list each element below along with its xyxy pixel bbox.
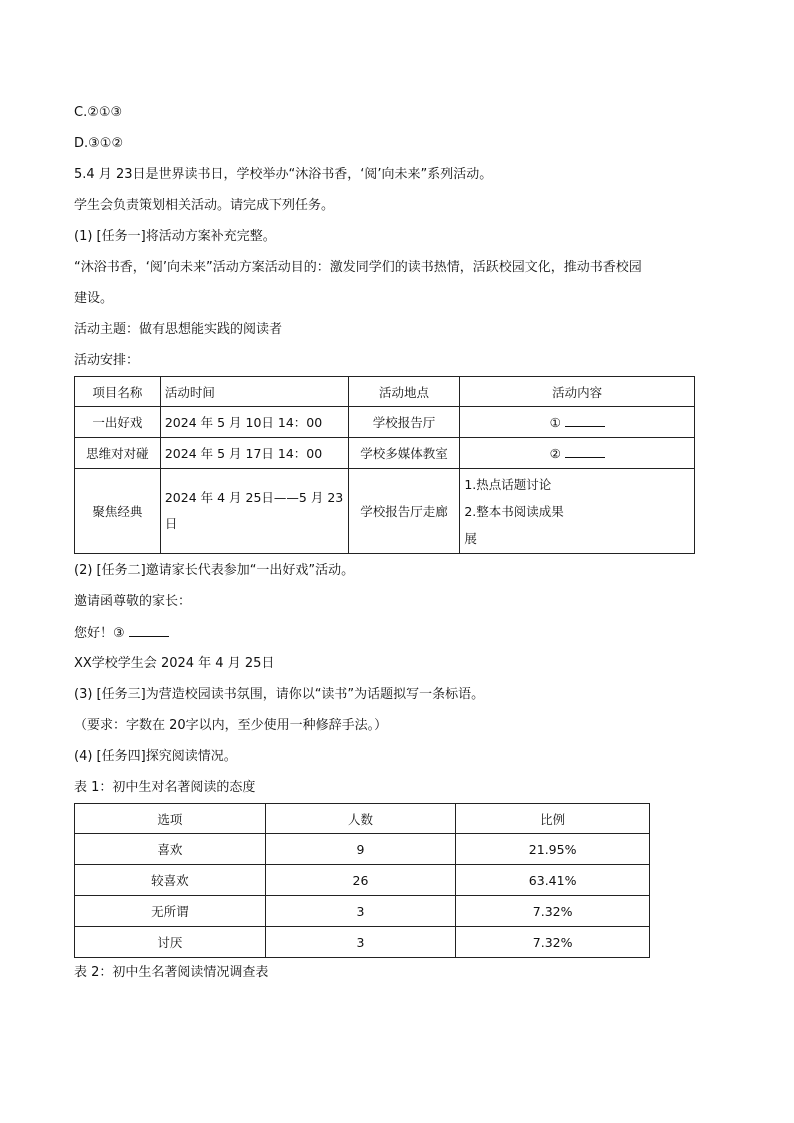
table-row (75, 407, 695, 438)
table-row (75, 438, 695, 469)
table-cell: 学校报告厅 (348, 407, 460, 438)
header-cell: 项目名称 (75, 377, 161, 407)
greeting-line (74, 624, 169, 643)
task-3: (3) [任务三]为营造校园读书氛围，请你以“读书”为话题拟写一条标语。 (74, 687, 485, 702)
requirement-line: （要求：字数在 20字以内，至少使用一种修辞手法。） (74, 718, 388, 733)
table-cell: 63.41% (456, 865, 650, 896)
table-row (75, 469, 695, 554)
table-cell (460, 407, 695, 438)
table-cell: 26 (265, 865, 456, 896)
table-cell: 21.95% (456, 834, 650, 865)
blank-marker: ① (549, 415, 561, 430)
table-cell: 思维对对碰 (75, 438, 161, 469)
table-cell: 喜欢 (75, 834, 266, 865)
purpose-line-2: 建设。 (74, 291, 114, 306)
table-row (75, 896, 650, 927)
table-cell: 一出好戏 (75, 407, 161, 438)
table-cell: 无所谓 (75, 896, 266, 927)
content-line-1: 1.热点话题讨论 (464, 476, 552, 492)
table-cell: 讨厌 (75, 927, 266, 958)
attitude-table (74, 803, 650, 958)
option-d: D.③①② (74, 136, 124, 151)
header-cell: 比例 (456, 804, 650, 834)
table-cell: 2024 年 5 月 10日 14：00 (160, 407, 348, 438)
table-cell: 较喜欢 (75, 865, 266, 896)
table-cell (460, 469, 695, 554)
option-c: C.②①③ (74, 105, 123, 120)
greeting-text: 您好！③ (74, 626, 125, 641)
table-row (75, 804, 650, 834)
task-4: (4) [任务四]探究阅读情况。 (74, 749, 237, 764)
table-cell: 2024 年 5 月 17日 14：00 (160, 438, 348, 469)
table-cell (460, 438, 695, 469)
table-cell: 学校多媒体教室 (348, 438, 460, 469)
header-cell: 活动时间 (160, 377, 348, 407)
table-row (75, 865, 650, 896)
header-cell: 人数 (265, 804, 456, 834)
table-1-title: 表 1：初中生对名著阅读的态度 (74, 780, 256, 795)
answer-blank[interactable] (565, 445, 605, 458)
table-cell: 9 (265, 834, 456, 865)
table-2-title: 表 2：初中生名著阅读情况调查表 (74, 965, 269, 980)
table-row (75, 834, 650, 865)
table-cell: 3 (265, 896, 456, 927)
time-line-2: 日 (164, 516, 178, 531)
purpose-line-1: “沐浴书香，‘阅’向未来”活动方案活动目的：激发同学们的读书热情，活跃校园文化，推动书香校园 (74, 260, 642, 275)
activity-theme: 活动主题：做有思想能实践的阅读者 (74, 322, 283, 337)
blank-marker: ② (549, 446, 561, 461)
schedule-table (74, 376, 695, 554)
task-1: (1) [任务一]将活动方案补充完整。 (74, 229, 276, 244)
task-2: (2) [任务二]邀请家长代表参加“一出好戏”活动。 (74, 563, 355, 578)
time-line-1: 2024 年 4 月 25日——5 月 23 (164, 490, 344, 505)
table-cell: 7.32% (456, 927, 650, 958)
question-intro: 学生会负责策划相关活动。请完成下列任务。 (74, 198, 335, 213)
table-cell: 7.32% (456, 896, 650, 927)
table-row (75, 927, 650, 958)
schedule-label: 活动安排： (74, 353, 140, 368)
table-cell: 聚焦经典 (75, 469, 161, 554)
invitation-heading: 邀请函尊敬的家长： (74, 594, 192, 609)
answer-blank[interactable] (129, 624, 169, 637)
answer-blank[interactable] (565, 414, 605, 427)
header-cell: 选项 (75, 804, 266, 834)
content-line-2: 2.整本书阅读成果 (464, 503, 564, 519)
question-5: 5.4 月 23日是世界读书日，学校举办“沐浴书香，‘阅’向未来”系列活动。 (74, 167, 493, 182)
header-cell: 活动内容 (460, 377, 695, 407)
header-cell: 活动地点 (348, 377, 460, 407)
content-line-3: 展 (464, 530, 477, 546)
table-row (75, 377, 695, 407)
table-cell (160, 469, 348, 554)
table-cell: 学校报告厅走廊 (348, 469, 460, 554)
signature-line: XX学校学生会 2024 年 4 月 25日 (74, 656, 275, 671)
table-cell: 3 (265, 927, 456, 958)
